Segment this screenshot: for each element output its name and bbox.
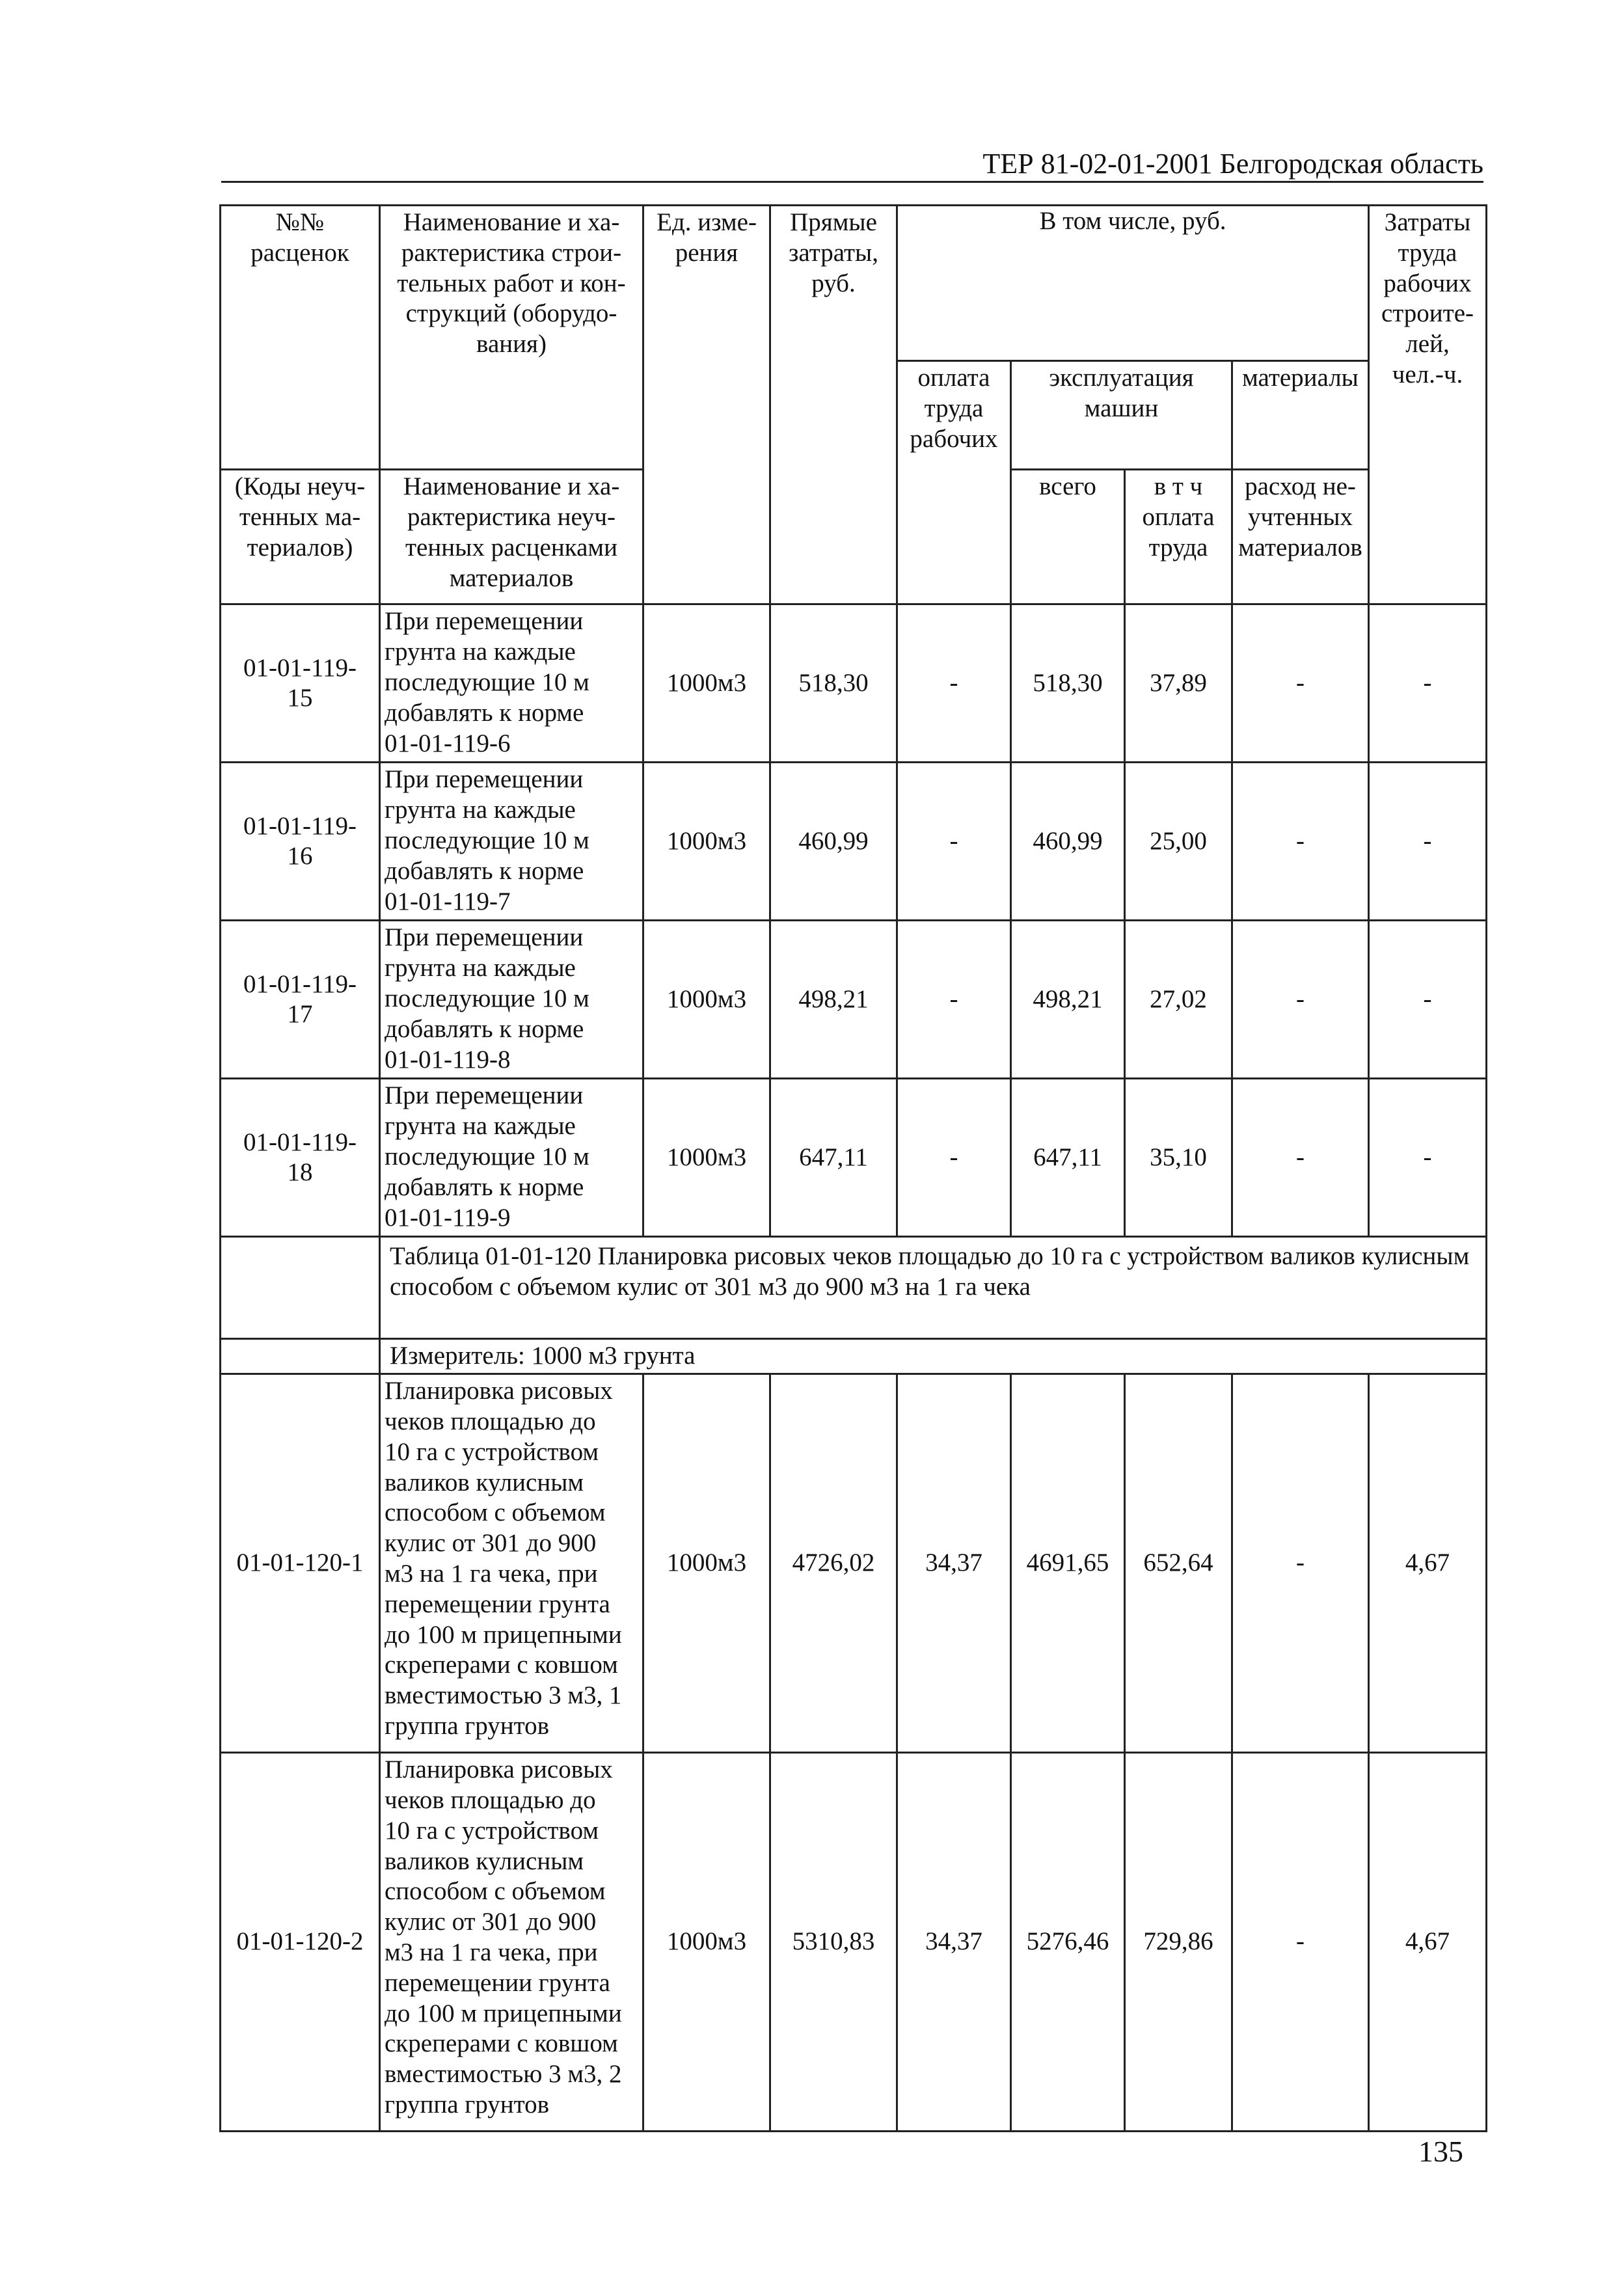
document-code: ТЕР 81-02-01-2001 Белгородская область: [982, 148, 1483, 180]
rate-code: 01-01-119- 18: [221, 1079, 380, 1237]
rate-unit: 1000м3: [643, 1079, 770, 1237]
rate-materials: -: [1232, 921, 1369, 1079]
rate-unit: 1000м3: [643, 1753, 770, 2132]
table-row: [221, 1079, 1487, 1237]
col-machines-total-header: всего: [1011, 470, 1125, 604]
rate-machines-total: 518,30: [1011, 604, 1125, 763]
rate-direct: 498,21: [770, 921, 897, 1079]
rate-code: 01-01-120-2: [221, 1753, 380, 2132]
col-code-sub-header: (Коды неуч- тенных ма- териалов): [221, 470, 380, 604]
rate-name: При перемещении грунта на каждые последующие 10 м добавлять к норме 01-01-119-8: [380, 921, 643, 1079]
rate-direct: 460,99: [770, 763, 897, 921]
rate-unit: 1000м3: [643, 921, 770, 1079]
rate-labor-pay: 34,37: [897, 1753, 1011, 2132]
col-name-header: Наименование и ха- рактеристика строи- тельных работ и кон- струкций (оборудо- вания): [380, 206, 643, 361]
col-name-sub-header: Наименование и ха- рактеристика неуч- тенных расценками материалов: [380, 470, 643, 604]
rate-code: 01-01-119- 15: [221, 604, 380, 763]
measure-row: [221, 1339, 1487, 1374]
rate-machines-total: 4691,65: [1011, 1374, 1125, 1753]
col-machines-labor-header: в т ч оплата труда: [1125, 470, 1232, 604]
rate-machines-labor: 25,00: [1125, 763, 1232, 921]
rate-labor-hours: -: [1369, 1079, 1487, 1237]
measure-label: Измеритель: 1000 м3 грунта: [380, 1339, 1487, 1374]
header-row-1: [221, 206, 1487, 361]
col-labor-costs-header: Затраты труда рабочих строите- лей, чел.-ч.: [1369, 206, 1487, 604]
col-unit-header: Ед. изме- рения: [643, 206, 770, 604]
spacer-code: [221, 361, 380, 470]
rate-name: При перемещении грунта на каждые последующие 10 м добавлять к норме 01-01-119-9: [380, 1079, 643, 1237]
rate-code: 01-01-119- 16: [221, 763, 380, 921]
measure-spacer: [221, 1339, 380, 1374]
page-number: 135: [1418, 2135, 1463, 2168]
rate-direct: 4726,02: [770, 1374, 897, 1753]
rate-labor-hours: -: [1369, 763, 1487, 921]
rate-materials: -: [1232, 1079, 1369, 1237]
rate-direct: 518,30: [770, 604, 897, 763]
rate-name: Планировка рисовых чеков площадью до 10 га с устройством валиков кулисным способом с объемом кулис от 301 до 900 м3 на 1 га чека, при перемещении грунта до 100 м прицепными скреперами с ковшом вместимостью 3 м3, 1 группа грунтов: [380, 1374, 643, 1753]
rate-machines-labor: 37,89: [1125, 604, 1232, 763]
rate-machines-total: 498,21: [1011, 921, 1125, 1079]
rate-labor-hours: 4,67: [1369, 1374, 1487, 1753]
table-row: [221, 921, 1487, 1079]
section-title-spacer: [221, 1237, 380, 1339]
col-labor-pay-header: оплата труда рабочих: [897, 361, 1011, 604]
rate-labor-hours: 4,67: [1369, 1753, 1487, 2132]
rate-machines-labor: 27,02: [1125, 921, 1232, 1079]
rate-materials: -: [1232, 1374, 1369, 1753]
rate-labor-hours: -: [1369, 604, 1487, 763]
table-row: [221, 763, 1487, 921]
rate-machines-labor: 729,86: [1125, 1753, 1232, 2132]
rate-direct: 647,11: [770, 1079, 897, 1237]
rate-labor-pay: -: [897, 604, 1011, 763]
table-row: [221, 1374, 1487, 1753]
table-row: [221, 604, 1487, 763]
rate-code: 01-01-119- 17: [221, 921, 380, 1079]
rate-direct: 5310,83: [770, 1753, 897, 2132]
spacer-name: [380, 361, 643, 470]
rates-table: [219, 204, 1487, 2132]
col-including-header: В том числе, руб.: [897, 206, 1369, 361]
rate-labor-pay: -: [897, 763, 1011, 921]
rate-materials: -: [1232, 763, 1369, 921]
rate-name: При перемещении грунта на каждые последующие 10 м добавлять к норме 01-01-119-7: [380, 763, 643, 921]
rate-labor-hours: -: [1369, 921, 1487, 1079]
rate-machines-total: 460,99: [1011, 763, 1125, 921]
col-materials-header: материалы: [1232, 361, 1369, 470]
col-machines-header: эксплуатация машин: [1011, 361, 1232, 470]
rate-machines-labor: 652,64: [1125, 1374, 1232, 1753]
rate-code: 01-01-120-1: [221, 1374, 380, 1753]
rate-name: Планировка рисовых чеков площадью до 10 га с устройством валиков кулисным способом с объемом кулис от 301 до 900 м3 на 1 га чека, при перемещении грунта до 100 м прицепными скреперами с ковшом вместимостью 3 м3, 2 группа грунтов: [380, 1753, 643, 2132]
rate-unit: 1000м3: [643, 604, 770, 763]
rate-unit: 1000м3: [643, 1374, 770, 1753]
rate-labor-pay: 34,37: [897, 1374, 1011, 1753]
col-materials-unaccounted-header: расход не- учтенных материалов: [1232, 470, 1369, 604]
rate-machines-total: 647,11: [1011, 1079, 1125, 1237]
col-code-header: №№ расценок: [221, 206, 380, 361]
rate-materials: -: [1232, 604, 1369, 763]
section-title: Таблица 01-01-120 Планировка рисовых чеков площадью до 10 га с устройством валиков кулисным способом с объемом кулис от 301 м3 до 900 м3 на 1 га чека: [380, 1237, 1487, 1339]
rate-machines-labor: 35,10: [1125, 1079, 1232, 1237]
rate-name: При перемещении грунта на каждые последующие 10 м добавлять к норме 01-01-119-6: [380, 604, 643, 763]
document-header: [221, 144, 1483, 183]
rate-labor-pay: -: [897, 921, 1011, 1079]
section-title-row: [221, 1237, 1487, 1339]
rate-materials: -: [1232, 1753, 1369, 2132]
rate-unit: 1000м3: [643, 763, 770, 921]
table-row: [221, 1753, 1487, 2132]
rate-machines-total: 5276,46: [1011, 1753, 1125, 2132]
col-direct-header: Прямые затраты, руб.: [770, 206, 897, 604]
rate-labor-pay: -: [897, 1079, 1011, 1237]
